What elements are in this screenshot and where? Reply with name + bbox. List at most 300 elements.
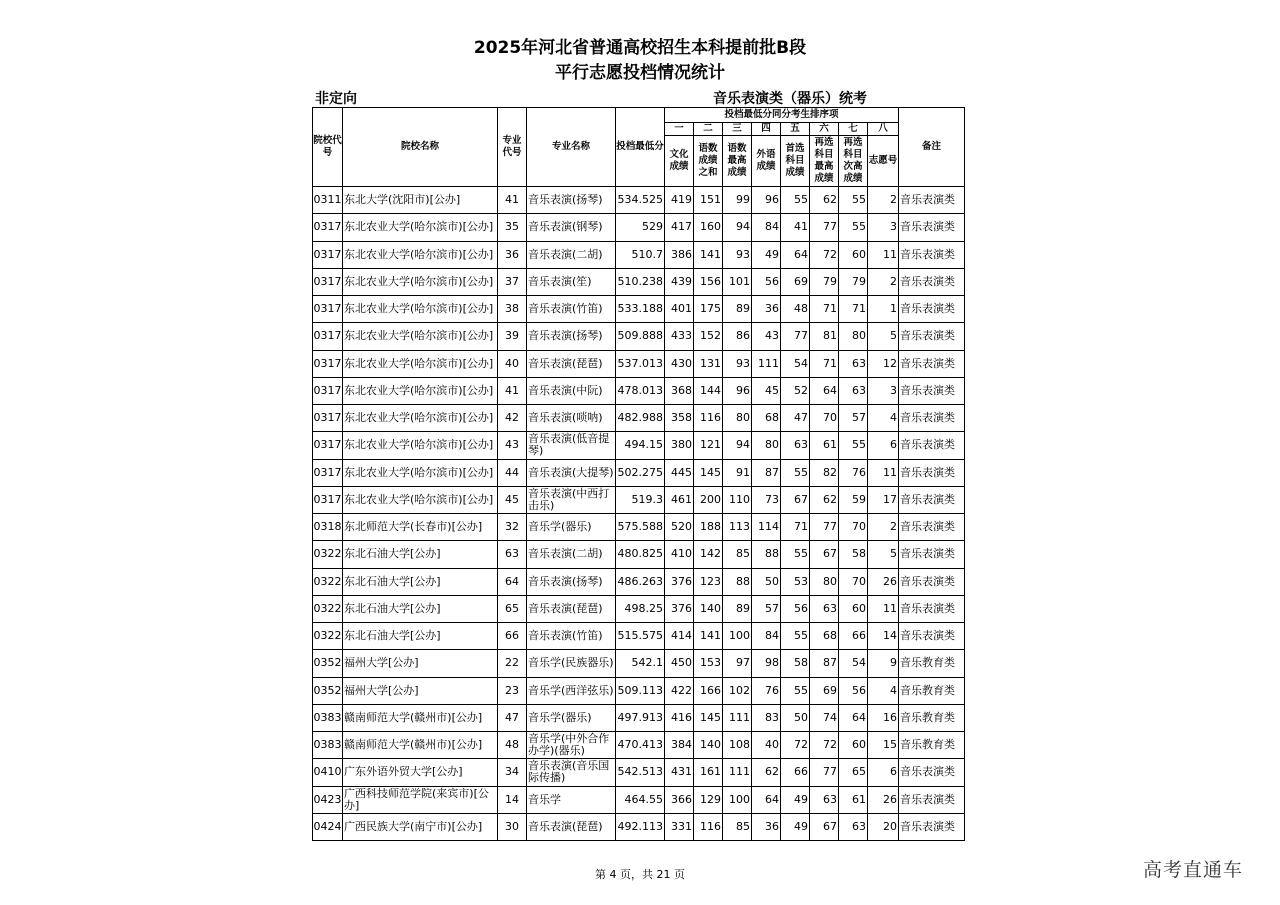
school-name-cell: 东北农业大学(哈尔滨市)[公办]	[343, 350, 498, 377]
school-code-cell: 0352	[313, 650, 343, 677]
order-value-cell: 45	[752, 377, 781, 404]
order-value-cell: 69	[781, 268, 810, 295]
table-row	[313, 241, 965, 268]
school-code-cell: 0322	[313, 541, 343, 568]
major-name-cell: 音乐表演(低音提琴)	[527, 432, 616, 459]
table-row	[313, 732, 965, 759]
major-code-cell: 36	[498, 241, 527, 268]
order-value-cell: 53	[781, 568, 810, 595]
order-value-cell: 114	[752, 514, 781, 541]
min-score-cell: 478.013	[616, 377, 665, 404]
order-value-cell: 62	[810, 486, 839, 513]
min-score-cell: 486.263	[616, 568, 665, 595]
min-score-cell: 537.013	[616, 350, 665, 377]
order-value-cell: 422	[665, 677, 694, 704]
major-code-cell: 37	[498, 268, 527, 295]
header-order-item: 外语成绩	[752, 136, 781, 187]
order-value-cell: 151	[694, 187, 723, 214]
remark-cell: 音乐表演类	[899, 514, 965, 541]
min-score-cell: 464.55	[616, 786, 665, 813]
header-order-number: 五	[781, 123, 810, 136]
major-name-cell: 音乐表演(音乐国际传播)	[527, 759, 616, 786]
order-value-cell: 36	[752, 296, 781, 323]
table-row	[313, 486, 965, 513]
order-value-cell: 47	[781, 405, 810, 432]
page-title-line2: 平行志愿投档情况统计	[555, 63, 725, 83]
min-score-cell: 498.25	[616, 595, 665, 622]
min-score-cell: 502.275	[616, 459, 665, 486]
order-value-cell: 87	[810, 650, 839, 677]
order-value-cell: 64	[752, 786, 781, 813]
order-value-cell: 12	[868, 350, 899, 377]
order-value-cell: 96	[752, 187, 781, 214]
major-name-cell: 音乐表演(唢呐)	[527, 405, 616, 432]
order-value-cell: 81	[810, 323, 839, 350]
school-name-cell: 东北农业大学(哈尔滨市)[公办]	[343, 432, 498, 459]
order-value-cell: 94	[723, 214, 752, 241]
order-value-cell: 5	[868, 541, 899, 568]
order-value-cell: 88	[723, 568, 752, 595]
table-row	[313, 214, 965, 241]
remark-cell: 音乐表演类	[899, 759, 965, 786]
min-score-cell: 575.588	[616, 514, 665, 541]
remark-cell: 音乐表演类	[899, 350, 965, 377]
major-code-cell: 44	[498, 459, 527, 486]
order-value-cell: 55	[839, 187, 868, 214]
remark-cell: 音乐表演类	[899, 432, 965, 459]
header-order-item: 语数最高成绩	[723, 136, 752, 187]
order-value-cell: 43	[752, 323, 781, 350]
admission-table-container	[312, 107, 965, 841]
major-code-cell: 38	[498, 296, 527, 323]
school-name-cell: 东北农业大学(哈尔滨市)[公办]	[343, 486, 498, 513]
major-code-cell: 66	[498, 623, 527, 650]
header-order-item: 文化成绩	[665, 136, 694, 187]
header-order-number: 一	[665, 123, 694, 136]
order-value-cell: 76	[839, 459, 868, 486]
order-value-cell: 70	[810, 405, 839, 432]
table-header	[313, 108, 965, 187]
major-code-cell: 14	[498, 786, 527, 813]
order-value-cell: 56	[752, 268, 781, 295]
order-value-cell: 11	[868, 595, 899, 622]
school-name-cell: 东北石油大学[公办]	[343, 541, 498, 568]
order-value-cell: 80	[752, 432, 781, 459]
major-code-cell: 41	[498, 187, 527, 214]
order-value-cell: 116	[694, 405, 723, 432]
school-name-cell: 东北农业大学(哈尔滨市)[公办]	[343, 377, 498, 404]
major-code-cell: 42	[498, 405, 527, 432]
order-value-cell: 358	[665, 405, 694, 432]
order-value-cell: 419	[665, 187, 694, 214]
table-row	[313, 568, 965, 595]
order-value-cell: 52	[781, 377, 810, 404]
order-value-cell: 156	[694, 268, 723, 295]
order-value-cell: 111	[723, 704, 752, 731]
order-value-cell: 80	[810, 568, 839, 595]
remark-cell: 音乐表演类	[899, 541, 965, 568]
order-value-cell: 26	[868, 568, 899, 595]
major-code-cell: 48	[498, 732, 527, 759]
order-value-cell: 450	[665, 650, 694, 677]
header-order-number: 四	[752, 123, 781, 136]
table-row	[313, 405, 965, 432]
table-row	[313, 595, 965, 622]
order-value-cell: 11	[868, 241, 899, 268]
order-value-cell: 56	[781, 595, 810, 622]
min-score-cell: 510.238	[616, 268, 665, 295]
major-code-cell: 40	[498, 350, 527, 377]
school-name-cell: 东北师范大学(长春市)[公办]	[343, 514, 498, 541]
remark-cell: 音乐教育类	[899, 732, 965, 759]
major-name-cell: 音乐表演(琵琶)	[527, 350, 616, 377]
order-value-cell: 91	[723, 459, 752, 486]
school-code-cell: 0424	[313, 813, 343, 840]
school-name-cell: 东北农业大学(哈尔滨市)[公办]	[343, 323, 498, 350]
school-code-cell: 0317	[313, 296, 343, 323]
min-score-cell: 510.7	[616, 241, 665, 268]
order-value-cell: 76	[752, 677, 781, 704]
major-code-cell: 22	[498, 650, 527, 677]
school-name-cell: 福州大学[公办]	[343, 677, 498, 704]
order-value-cell: 15	[868, 732, 899, 759]
order-value-cell: 110	[723, 486, 752, 513]
table-row	[313, 377, 965, 404]
header-min-score: 投档最低分	[616, 108, 665, 187]
major-code-cell: 32	[498, 514, 527, 541]
order-value-cell: 57	[839, 405, 868, 432]
min-score-cell: 515.575	[616, 623, 665, 650]
table-row	[313, 296, 965, 323]
order-value-cell: 64	[839, 704, 868, 731]
order-value-cell: 93	[723, 241, 752, 268]
watermark: 高考直通车	[1143, 859, 1244, 881]
order-value-cell: 145	[694, 704, 723, 731]
header-major-name: 专业名称	[527, 108, 616, 187]
order-value-cell: 166	[694, 677, 723, 704]
order-value-cell: 64	[810, 377, 839, 404]
major-name-cell: 音乐表演(琵琶)	[527, 813, 616, 840]
order-value-cell: 60	[839, 595, 868, 622]
admission-table	[312, 107, 965, 841]
major-name-cell: 音乐学(中外合作办学)(器乐)	[527, 732, 616, 759]
order-value-cell: 54	[839, 650, 868, 677]
order-value-cell: 88	[752, 541, 781, 568]
order-value-cell: 63	[810, 595, 839, 622]
header-school-code: 院校代号	[313, 108, 343, 187]
table-row	[313, 704, 965, 731]
major-name-cell: 音乐学(器乐)	[527, 514, 616, 541]
order-value-cell: 416	[665, 704, 694, 731]
major-name-cell: 音乐表演(扬琴)	[527, 568, 616, 595]
order-value-cell: 439	[665, 268, 694, 295]
order-value-cell: 131	[694, 350, 723, 377]
order-value-cell: 58	[781, 650, 810, 677]
order-value-cell: 60	[839, 241, 868, 268]
order-value-cell: 74	[810, 704, 839, 731]
major-name-cell: 音乐表演(二胡)	[527, 241, 616, 268]
major-name-cell: 音乐学	[527, 786, 616, 813]
remark-cell: 音乐表演类	[899, 813, 965, 840]
order-value-cell: 66	[839, 623, 868, 650]
order-value-cell: 417	[665, 214, 694, 241]
table-row	[313, 650, 965, 677]
order-value-cell: 433	[665, 323, 694, 350]
school-name-cell: 东北大学(沈阳市)[公办]	[343, 187, 498, 214]
order-value-cell: 386	[665, 241, 694, 268]
school-code-cell: 0383	[313, 704, 343, 731]
school-name-cell: 东北农业大学(哈尔滨市)[公办]	[343, 268, 498, 295]
order-value-cell: 141	[694, 241, 723, 268]
order-value-cell: 57	[752, 595, 781, 622]
order-value-cell: 2	[868, 187, 899, 214]
order-value-cell: 14	[868, 623, 899, 650]
major-name-cell: 音乐表演(扬琴)	[527, 323, 616, 350]
major-name-cell: 音乐表演(钢琴)	[527, 214, 616, 241]
order-value-cell: 71	[810, 350, 839, 377]
order-value-cell: 68	[810, 623, 839, 650]
table-row	[313, 350, 965, 377]
remark-cell: 音乐表演类	[899, 459, 965, 486]
order-value-cell: 431	[665, 759, 694, 786]
min-score-cell: 519.3	[616, 486, 665, 513]
order-value-cell: 152	[694, 323, 723, 350]
order-value-cell: 6	[868, 432, 899, 459]
major-code-cell: 35	[498, 214, 527, 241]
order-value-cell: 55	[781, 677, 810, 704]
school-name-cell: 赣南师范大学(赣州市)[公办]	[343, 732, 498, 759]
school-name-cell: 东北石油大学[公办]	[343, 568, 498, 595]
school-name-cell: 东北农业大学(哈尔滨市)[公办]	[343, 405, 498, 432]
school-code-cell: 0317	[313, 350, 343, 377]
table-row	[313, 786, 965, 813]
order-value-cell: 160	[694, 214, 723, 241]
order-value-cell: 63	[839, 813, 868, 840]
order-value-cell: 80	[839, 323, 868, 350]
order-value-cell: 79	[810, 268, 839, 295]
header-remark: 备注	[899, 108, 965, 187]
order-value-cell: 68	[752, 405, 781, 432]
order-value-cell: 5	[868, 323, 899, 350]
order-value-cell: 71	[810, 296, 839, 323]
order-value-cell: 72	[810, 732, 839, 759]
school-name-cell: 广西科技师范学院(来宾市)[公办]	[343, 786, 498, 813]
order-value-cell: 55	[781, 459, 810, 486]
header-major-code: 专业代号	[498, 108, 527, 187]
school-code-cell: 0352	[313, 677, 343, 704]
order-value-cell: 71	[839, 296, 868, 323]
table-row	[313, 187, 965, 214]
min-score-cell: 534.525	[616, 187, 665, 214]
order-value-cell: 445	[665, 459, 694, 486]
header-order-number: 八	[868, 123, 899, 136]
subtitle-subject: 音乐表演类（器乐）统考	[713, 91, 867, 107]
major-name-cell: 音乐学(民族器乐)	[527, 650, 616, 677]
order-value-cell: 401	[665, 296, 694, 323]
order-value-cell: 77	[810, 214, 839, 241]
min-score-cell: 470.413	[616, 732, 665, 759]
order-value-cell: 54	[781, 350, 810, 377]
table-row	[313, 268, 965, 295]
major-name-cell: 音乐表演(扬琴)	[527, 187, 616, 214]
header-order-number: 六	[810, 123, 839, 136]
order-value-cell: 100	[723, 623, 752, 650]
order-value-cell: 50	[752, 568, 781, 595]
order-value-cell: 83	[752, 704, 781, 731]
major-name-cell: 音乐表演(竹笛)	[527, 623, 616, 650]
school-code-cell: 0317	[313, 405, 343, 432]
order-value-cell: 58	[839, 541, 868, 568]
order-value-cell: 84	[752, 623, 781, 650]
order-value-cell: 380	[665, 432, 694, 459]
major-name-cell: 音乐表演(中阮)	[527, 377, 616, 404]
order-value-cell: 4	[868, 405, 899, 432]
order-value-cell: 102	[723, 677, 752, 704]
order-value-cell: 65	[839, 759, 868, 786]
order-value-cell: 98	[752, 650, 781, 677]
school-code-cell: 0317	[313, 241, 343, 268]
order-value-cell: 41	[781, 214, 810, 241]
order-value-cell: 3	[868, 214, 899, 241]
order-value-cell: 123	[694, 568, 723, 595]
order-value-cell: 60	[839, 732, 868, 759]
header-order-item: 再选科目次高成绩	[839, 136, 868, 187]
order-value-cell: 17	[868, 486, 899, 513]
header-order-number: 二	[694, 123, 723, 136]
school-name-cell: 东北农业大学(哈尔滨市)[公办]	[343, 241, 498, 268]
remark-cell: 音乐表演类	[899, 214, 965, 241]
remark-cell: 音乐表演类	[899, 377, 965, 404]
order-value-cell: 188	[694, 514, 723, 541]
school-name-cell: 东北石油大学[公办]	[343, 595, 498, 622]
order-value-cell: 67	[810, 813, 839, 840]
order-value-cell: 62	[810, 187, 839, 214]
subtitle-category: 非定向	[315, 91, 357, 107]
order-value-cell: 55	[839, 432, 868, 459]
order-value-cell: 376	[665, 568, 694, 595]
order-value-cell: 77	[810, 759, 839, 786]
school-code-cell: 0317	[313, 486, 343, 513]
order-value-cell: 145	[694, 459, 723, 486]
table-row	[313, 813, 965, 840]
school-code-cell: 0317	[313, 432, 343, 459]
min-score-cell: 497.913	[616, 704, 665, 731]
header-order-number: 七	[839, 123, 868, 136]
order-value-cell: 82	[810, 459, 839, 486]
school-code-cell: 0317	[313, 323, 343, 350]
page-footer: 第 4 页，共 21 页	[595, 868, 685, 881]
school-name-cell: 东北农业大学(哈尔滨市)[公办]	[343, 296, 498, 323]
major-code-cell: 30	[498, 813, 527, 840]
order-value-cell: 331	[665, 813, 694, 840]
order-value-cell: 85	[723, 541, 752, 568]
school-code-cell: 0322	[313, 595, 343, 622]
order-value-cell: 86	[723, 323, 752, 350]
order-value-cell: 101	[723, 268, 752, 295]
header-order-number: 三	[723, 123, 752, 136]
school-code-cell: 0383	[313, 732, 343, 759]
order-value-cell: 55	[781, 623, 810, 650]
remark-cell: 音乐表演类	[899, 568, 965, 595]
header-order-item: 语数成绩之和	[694, 136, 723, 187]
header-school-name: 院校名称	[343, 108, 498, 187]
remark-cell: 音乐表演类	[899, 241, 965, 268]
school-code-cell: 0318	[313, 514, 343, 541]
order-value-cell: 111	[752, 350, 781, 377]
order-value-cell: 366	[665, 786, 694, 813]
order-value-cell: 129	[694, 786, 723, 813]
min-score-cell: 480.825	[616, 541, 665, 568]
table-body	[313, 187, 965, 841]
major-name-cell: 音乐表演(竹笛)	[527, 296, 616, 323]
order-value-cell: 49	[752, 241, 781, 268]
school-code-cell: 0317	[313, 268, 343, 295]
order-value-cell: 80	[723, 405, 752, 432]
remark-cell: 音乐表演类	[899, 296, 965, 323]
table-row	[313, 623, 965, 650]
min-score-cell: 542.1	[616, 650, 665, 677]
min-score-cell: 542.513	[616, 759, 665, 786]
table-row	[313, 514, 965, 541]
school-code-cell: 0322	[313, 623, 343, 650]
order-value-cell: 55	[839, 214, 868, 241]
order-value-cell: 63	[839, 350, 868, 377]
order-value-cell: 56	[839, 677, 868, 704]
school-code-cell: 0317	[313, 377, 343, 404]
school-code-cell: 0423	[313, 786, 343, 813]
major-code-cell: 23	[498, 677, 527, 704]
order-value-cell: 67	[781, 486, 810, 513]
order-value-cell: 71	[781, 514, 810, 541]
major-name-cell: 音乐表演(二胡)	[527, 541, 616, 568]
order-value-cell: 94	[723, 432, 752, 459]
order-value-cell: 3	[868, 377, 899, 404]
min-score-cell: 509.888	[616, 323, 665, 350]
major-name-cell: 音乐表演(中西打击乐)	[527, 486, 616, 513]
major-code-cell: 39	[498, 323, 527, 350]
table-row	[313, 677, 965, 704]
remark-cell: 音乐表演类	[899, 786, 965, 813]
table-row	[313, 432, 965, 459]
remark-cell: 音乐表演类	[899, 595, 965, 622]
school-name-cell: 广西民族大学(南宁市)[公办]	[343, 813, 498, 840]
order-value-cell: 77	[810, 514, 839, 541]
order-value-cell: 175	[694, 296, 723, 323]
order-value-cell: 410	[665, 541, 694, 568]
school-name-cell: 东北农业大学(哈尔滨市)[公办]	[343, 214, 498, 241]
order-value-cell: 84	[752, 214, 781, 241]
order-value-cell: 59	[839, 486, 868, 513]
min-score-cell: 509.113	[616, 677, 665, 704]
order-value-cell: 70	[839, 514, 868, 541]
order-value-cell: 414	[665, 623, 694, 650]
order-value-cell: 70	[839, 568, 868, 595]
order-value-cell: 384	[665, 732, 694, 759]
major-code-cell: 45	[498, 486, 527, 513]
order-value-cell: 49	[781, 786, 810, 813]
order-value-cell: 96	[723, 377, 752, 404]
order-value-cell: 69	[810, 677, 839, 704]
order-value-cell: 140	[694, 595, 723, 622]
order-value-cell: 376	[665, 595, 694, 622]
page-title-line1: 2025年河北省普通高校招生本科提前批B段	[473, 38, 807, 58]
order-value-cell: 72	[781, 732, 810, 759]
order-value-cell: 61	[839, 786, 868, 813]
order-value-cell: 11	[868, 459, 899, 486]
order-value-cell: 111	[723, 759, 752, 786]
min-score-cell: 482.988	[616, 405, 665, 432]
school-name-cell: 东北石油大学[公办]	[343, 623, 498, 650]
